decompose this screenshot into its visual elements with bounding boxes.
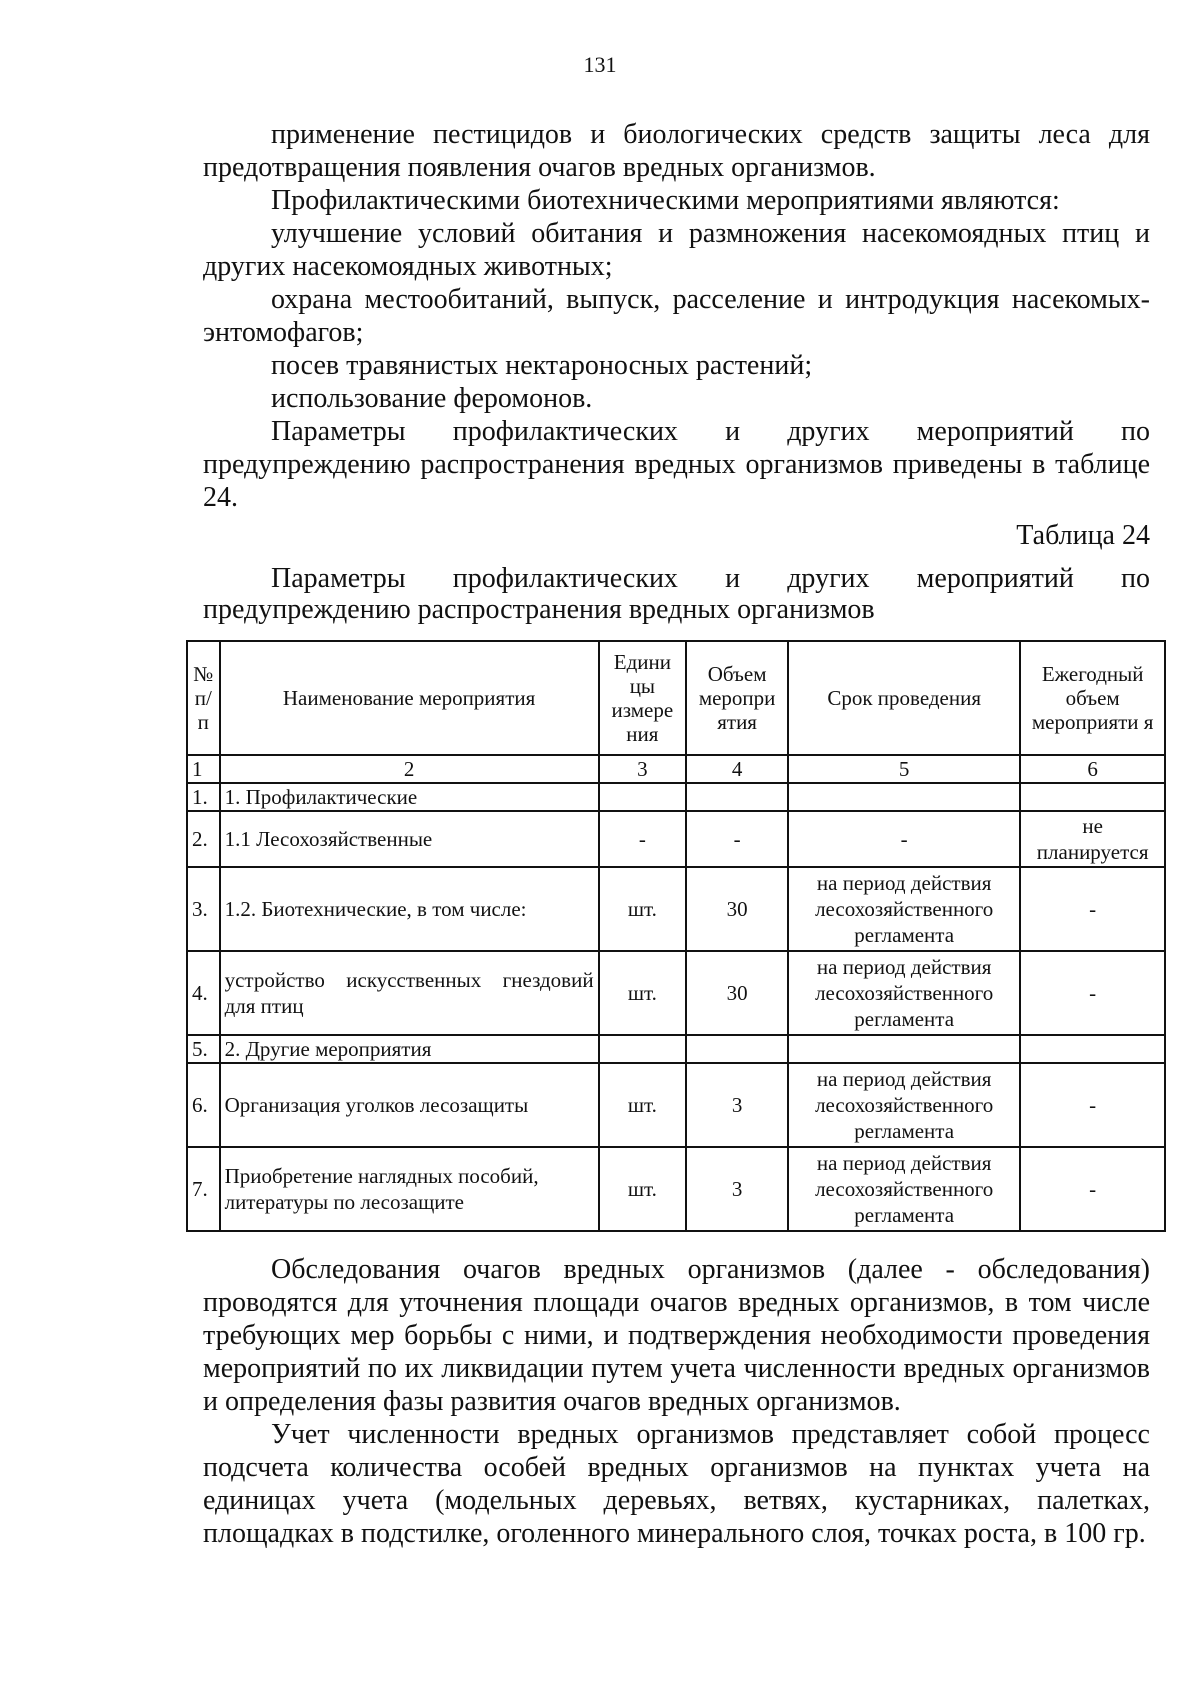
paragraph: улучшение условий обитания и размножения насекомоядных птиц и других насекомоядных животных; [203, 218, 1150, 282]
column-number: 3 [599, 755, 687, 783]
column-number: 5 [788, 755, 1020, 783]
paragraph: охрана местообитаний, выпуск, расселение и интродукция насекомых-энтомофагов; [203, 284, 1150, 348]
row-number: 7. [187, 1147, 220, 1231]
annual-volume: - [1020, 1147, 1165, 1231]
volume [686, 1035, 788, 1063]
term: на период действия лесохозяйственного регламента [788, 1147, 1020, 1231]
column-number: 1 [187, 755, 220, 783]
table-row [187, 1147, 1165, 1231]
measure-name: 2. Другие мероприятия [220, 1035, 599, 1063]
row-number: 1. [187, 783, 220, 811]
bottom-text-block [203, 1253, 1150, 1550]
term: на период действия лесохозяйственного регламента [788, 867, 1020, 951]
unit: шт. [599, 1147, 687, 1231]
table-label: Таблица 24 [1016, 520, 1150, 551]
header-cell: Едини цы измере ния [599, 641, 687, 755]
annual-volume: - [1020, 867, 1165, 951]
annual-volume [1020, 783, 1165, 811]
term [788, 783, 1020, 811]
table-row [187, 1035, 1165, 1063]
table-caption: Параметры профилактических и других мероприятий по предупреждению распространения вредных организмов [203, 563, 1150, 625]
annual-volume: - [1020, 951, 1165, 1035]
row-number: 6. [187, 1063, 220, 1147]
unit: - [599, 811, 687, 867]
table-row [187, 811, 1165, 867]
table-caption-block [203, 563, 1150, 625]
header-cell: Ежегодный объем мероприяти я [1020, 641, 1165, 755]
table-row [187, 867, 1165, 951]
volume: 3 [686, 1147, 788, 1231]
unit [599, 783, 687, 811]
table-row [187, 783, 1165, 811]
column-number: 6 [1020, 755, 1165, 783]
top-text-block [203, 118, 1150, 514]
header-cell: Объем меропри ятия [686, 641, 788, 755]
measure-name: 1. Профилактические [220, 783, 599, 811]
unit [599, 1035, 687, 1063]
column-number: 4 [686, 755, 788, 783]
page-number: 131 [583, 52, 617, 77]
volume: 3 [686, 1063, 788, 1147]
unit: шт. [599, 951, 687, 1035]
measure-name: 1.2. Биотехнические, в том числе: [220, 867, 599, 951]
table-header-row [187, 641, 1165, 755]
volume [686, 783, 788, 811]
volume: 30 [686, 867, 788, 951]
annual-volume: - [1020, 1063, 1165, 1147]
annual-volume: не планируется [1020, 811, 1165, 867]
paragraph: использование феромонов. [271, 383, 593, 414]
unit: шт. [599, 1063, 687, 1147]
term: на период действия лесохозяйственного регламента [788, 951, 1020, 1035]
parameters-table [186, 640, 1166, 1232]
volume: - [686, 811, 788, 867]
header-cell: Наименование мероприятия [220, 641, 599, 755]
paragraph: Профилактическими биотехническими мероприятиями являются: [271, 185, 1060, 216]
term [788, 1035, 1020, 1063]
column-number-row [187, 755, 1165, 783]
paragraph: применение пестицидов и биологических средств защиты леса для предотвращения появления очагов вредных организмов. [203, 119, 1150, 183]
row-number: 4. [187, 951, 220, 1035]
table-row [187, 1063, 1165, 1147]
annual-volume [1020, 1035, 1165, 1063]
paragraph: Параметры профилактических и других мероприятий по предупреждению распространения вредных организмов приведены в таблице 24. [203, 416, 1150, 513]
row-number: 3. [187, 867, 220, 951]
paragraph: посев травянистых нектароносных растений; [271, 350, 813, 381]
table-row [187, 951, 1165, 1035]
measure-name: Организация уголков лесозащиты [220, 1063, 599, 1147]
paragraph: Обследования очагов вредных организмов (далее - обследования) проводятся для уточнения площади очагов вредных организмов, в том числе требующих мер борьбы с ними, и подтверждения необходимости проведения мероприятий по их ликвидации путем учета численности вредных организмов и определения фазы развития очагов вредных организмов. [203, 1254, 1150, 1417]
unit: шт. [599, 867, 687, 951]
measure-name: устройство искусственных гнездовий для птиц [220, 951, 599, 1035]
header-cell: Срок проведения [788, 641, 1020, 755]
term: - [788, 811, 1020, 867]
paragraph: Учет численности вредных организмов представляет собой процесс подсчета количества особей вредных организмов на пунктах учета на единицах учета (модельных деревьях, ветвях, кустарниках, палетках, площадках в подстилке, оголенного минерального слоя, точках роста, в 100 гр. [203, 1419, 1150, 1549]
row-number: 2. [187, 811, 220, 867]
header-cell: № п/п [187, 641, 220, 755]
term: на период действия лесохозяйственного регламента [788, 1063, 1020, 1147]
row-number: 5. [187, 1035, 220, 1063]
measure-name: Приобретение наглядных пособий, литературы по лесозащите [220, 1147, 599, 1231]
volume: 30 [686, 951, 788, 1035]
column-number: 2 [220, 755, 599, 783]
measure-name: 1.1 Лесохозяйственные [220, 811, 599, 867]
